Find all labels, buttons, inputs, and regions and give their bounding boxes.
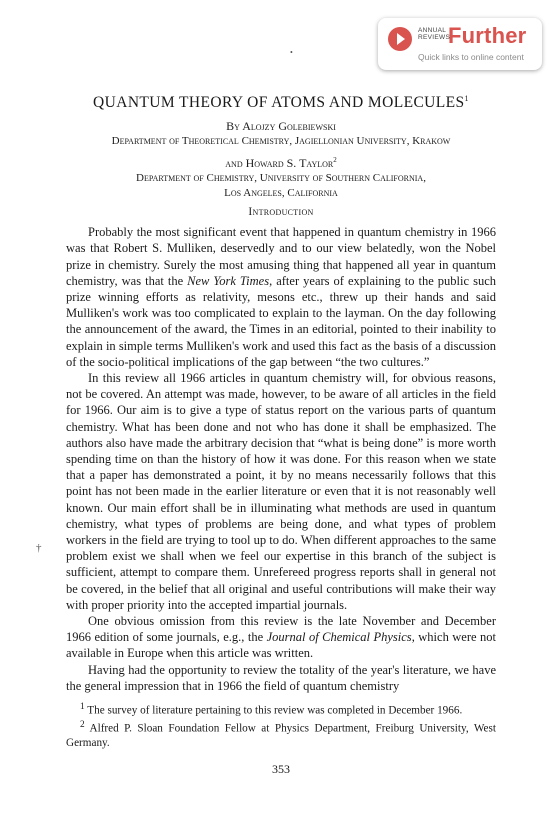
affiliation-1: Department of Theoretical Chemistry, Jagiellonian University, Krakow [111,135,451,148]
further-badge[interactable] [378,18,542,70]
affiliation-2-line-1: Department of Chemistry, University of Southern California, [136,172,426,185]
play-arrow-icon [388,27,412,51]
footnotes [66,700,496,749]
page-number: 353 [272,761,290,776]
footnote-2: $^2$ Alfred P. Sloan Foundation Fellow at Physics Department, Freiburg University, West Germany. [66,719,496,749]
section-heading: Introduction [248,206,314,219]
scan-speck: † [36,542,42,554]
author-2: and Howard S. Taylor$^2$ [225,156,337,171]
title-footnote-mark: 1 [464,94,469,103]
paragraph-1: Probably the most significant event that happened in quantum chemistry in 1966 was that Robert S. Mulliken, deservedly and to our view belatedly, won the Nobel prize in chemistry. Surely the most amusing thing that happened all year in quantum chemistry, was that the New York Times, after years of explaining to the public such prize winning efforts as relativity, mesons etc., threw up their hands and said Mulliken's work was too complicated to explain to the layman. On the day following the announcement of the award, the Times in an editorial, pointed to their inability to explain in simple terms Mulliken's work and used this fact as the basis of a discussion of the socio-political implications of the gap between “the two cultures.” [66,225,496,369]
badge-tagline: Quick links to online content [418,52,524,62]
affiliation-2-line-2: Los Angeles, California [224,187,338,200]
badge-series: ANNUAL REVIEWS [418,27,451,41]
paragraph-3: One obvious omission from this review is the late November and December 1966 edition of some journals, e.g., the Journal of Chemical Physics, which were not available in Europe when this article was written. [66,614,497,661]
article-page [66,90,496,777]
paragraph-4: Having had the opportunity to review the totality of the year's literature, we have the general impression that in 1966 the field of quantum chemistry [66,662,496,693]
article-body [66,224,496,694]
article-title: QUANTUM THEORY OF ATOMS AND MOLECULES$^1$ [93,94,469,112]
badge-brand: Further [448,23,527,48]
author-1: By Alojzy Golebiewski [226,119,336,134]
paragraph-2: In this review all 1966 articles in quantum chemistry will, for obvious reasons, not be covered. An attempt was made, however, to be aware of all articles in the field for 1966. Our aim is to give a type of status report on the various parts of quantum chemistry. What has been done and not who has done it shall be emphasized. The authors also have made the arbitrary decision that “what is being done” is more worth spending time on than the history of how it was done. For this reason when we state that a paper has demonstrated a point, it by no means necessarily follows that this point has not been made in the earlier literature or even that it is not reasonably well known. Our main effort shall be in illuminating what methods are used in quantum chemistry, what types of problems are being done, and what types of problem workers in the field are trying to tool up to do. When different approaches to the same problem exist we shall when we feel our expertise in this branch of the subject is sufficient, attempt to compare them. Unrefereed progress reports shall in general not be covered, in the belief that all original and useful contributions will make their way with proper priority into the accepted impartial journals. [66,370,496,612]
scan-speck: • [290,48,293,57]
footnote-1: $^1$ The survey of literature pertaining to this review was completed in December 1966. [80,702,463,717]
